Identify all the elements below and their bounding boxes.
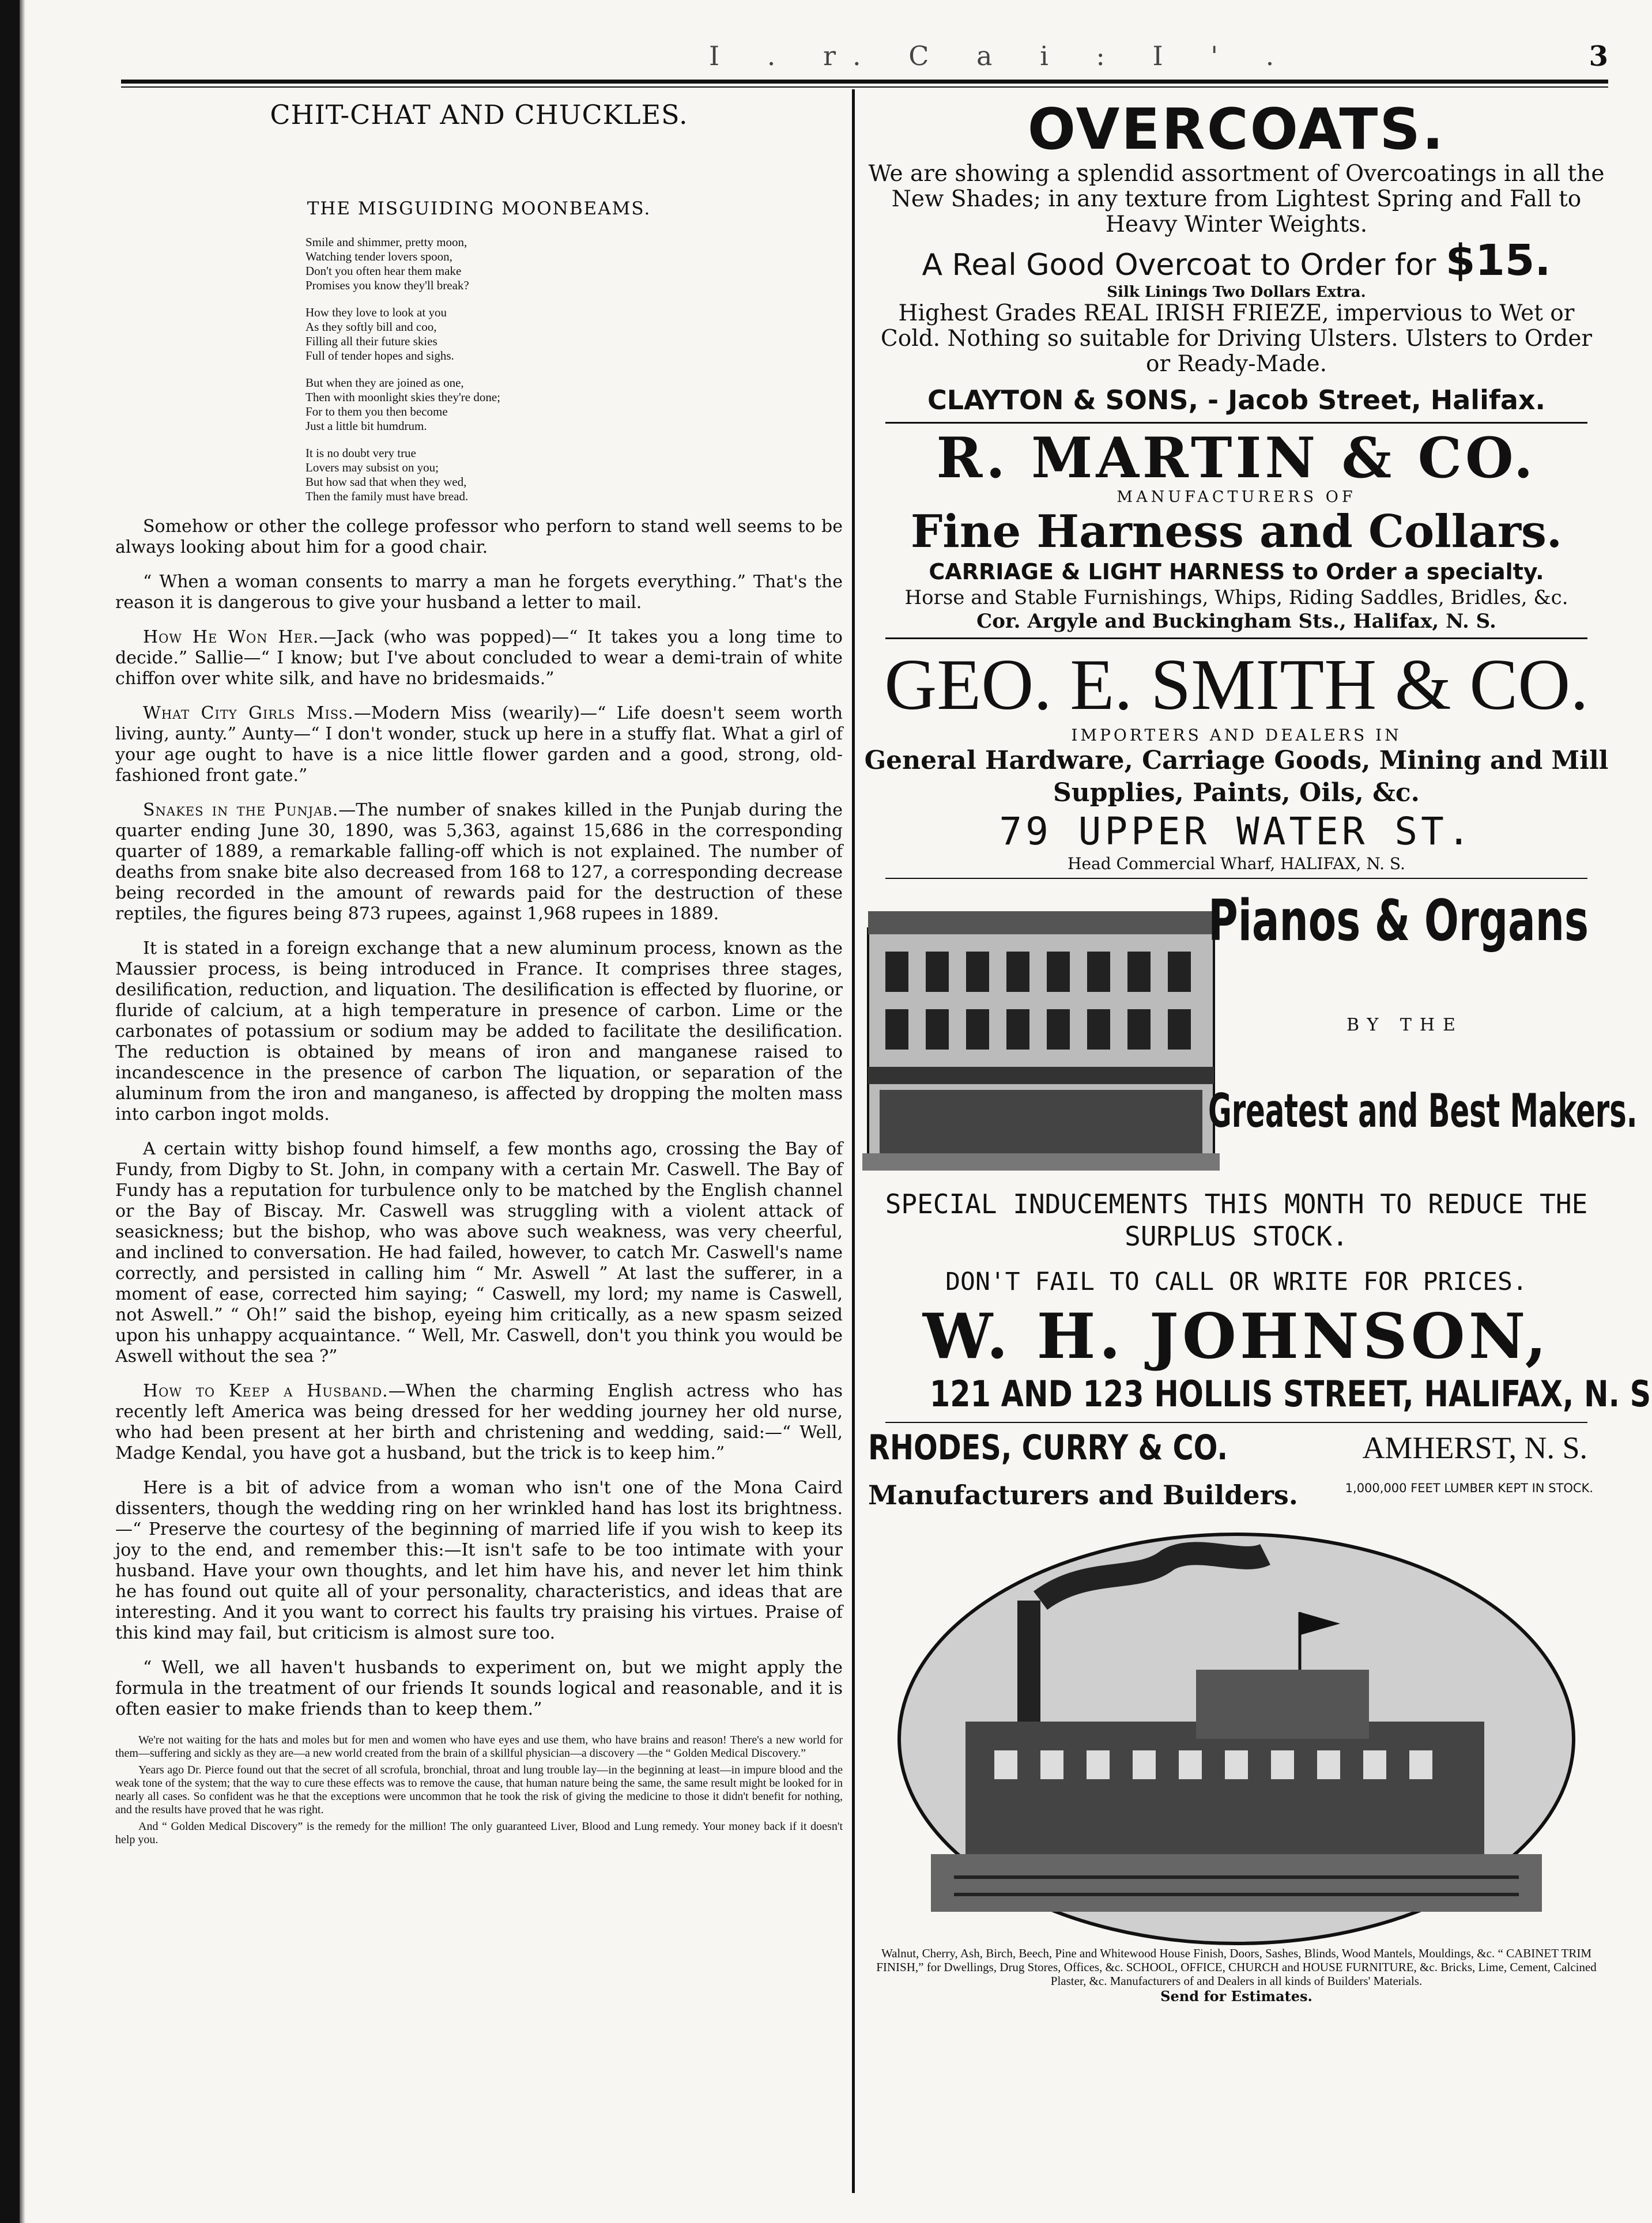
poem-line: Then with moonlight skies they're done; [305,390,500,404]
right-column [862,92,1651,2005]
martin-horse: Horse and Stable Furnishings, Whips, Riding Saddles, Bridles, &c. [904,586,1568,609]
rhodes-name: RHODES, CURRY & CO. [868,1428,1228,1468]
paragraph-text: Somehow or other the college professor who perforn to stand well seems to be always looking about him for a good chair. [115,516,843,557]
smith-importers: IMPORTERS AND DEALERS IN [1071,726,1402,745]
poem-line: Full of tender hopes and sighs. [305,349,454,363]
paragraph-text: Here is a bit of advice from a woman who isn't one of the Mona Caird dissenters, though the wedding ring on her wrinkled hand has lost its brightness.—“ Preserve the courtesy of the beginning of married life if you wish to keep its joy to the end, and remember this:—It isn't safe to be too intimate with your husband. Have your own thoughts, and let him have his, and never let him think he has found out quite all of your personality, characteristics, and ideas that are interesting. And it you want to correct his faults try praising his virtues. Praise of this kind may fail, but criticism is almost sure too. [115,1478,843,1643]
fine-print-paragraph: And “ Golden Medical Discovery” is the remedy for the million! The only guaranteed Liver, Blood and Lung remedy. Your money back if it doesn't help you. [115,1820,843,1846]
overcoats-offer [862,236,1610,285]
rhodes-town: AMHERST, N. S. [1362,1431,1587,1465]
poem-line: Watching tender lovers spoon, [305,250,452,263]
page-header [121,40,1608,81]
pianos-title: Pianos & Organs [1208,888,1589,954]
scan-edge [0,0,20,2223]
paragraph-text: “ Well, we all haven't husbands to experiment on, but we might apply the formula in the treatment of our friends It sounds logical and reasonable, and it is often easier to make friends than to keep them.” [115,1658,843,1719]
scan-edge-shadow [20,0,25,2223]
rhodes-estimates: Send for Estimates. [1160,1988,1312,2005]
article-paragraph [115,1139,843,1367]
article-paragraph [115,800,843,924]
advertisement-fine-print [115,1734,843,1847]
poem-line: Filling all their future skies [305,334,437,348]
poem-line: For to them you then become [305,405,448,418]
article-paragraph [115,938,843,1125]
article-paragraph [115,1381,843,1464]
left-column [115,92,843,1850]
johnson-address: 121 AND 123 HOLLIS STREET, HALIFAX, N. S [929,1373,1651,1415]
offer-text: A Real Good Overcoat to Order for [922,248,1436,282]
paragraph-heading: How to Keep a Husband. [143,1381,389,1401]
poem-line: It is no doubt very true [305,446,416,460]
clayton-address: CLAYTON & SONS, - Jacob Street, Halifax. [927,384,1546,416]
poem-stanza [305,376,843,433]
martin-manufacturers: MANUFACTURERS OF [1117,488,1356,506]
poem-line: As they softly bill and coo, [305,320,437,334]
column-divider [852,89,855,2193]
offer-price: $15. [1445,236,1551,285]
header-rule-thin [121,86,1608,88]
poem-line: Don't you often hear them make [305,264,462,278]
martin-address: Cor. Argyle and Buckingham Sts., Halifax, N. S. [976,610,1496,633]
martin-name: R. MARTIN & CO. [936,425,1537,490]
smith-ad [862,645,1610,873]
pianos-ad [862,888,1638,1188]
article-paragraph [115,703,843,786]
poem [305,235,843,504]
paragraph-heading: Snakes in the Punjab. [143,800,339,820]
poem-stanza [305,235,843,293]
poem-line: Smile and shimmer, pretty moon, [305,235,467,249]
fine-print-paragraph: Years ago Dr. Pierce found out that the secret of all scrofula, bronchial, throat and lung trouble lay—in the beginning at least—in impure blood and the weak tone of the system; that the way to cure these effects was to remove the cause, that human nature being the same, the same result might be looked for in nearly all cases. So confident was he that the exceptions were uncommon that he took the risk of giving the medicine to those it didn't benefit for nothing, and the results have proved that he was right. [115,1764,843,1816]
johnson-name: W. H. JOHNSON, [922,1300,1551,1373]
dont-fail: DON'T FAIL TO CALL OR WRITE FOR PRICES. [945,1267,1527,1296]
paragraph-text: A certain witty bishop found himself, a few months ago, crossing the Bay of Fundy, from Digby to St. John, in company with a certain Mr. Caswell. The Bay of Fundy has a reputation for turbulence only to be matched by the English channel or the Bay of Biscay. Mr. Caswell was struggling with a violent attack of seasickness; but the bishop, who was above such weakness, was very cheerful, and inclined to conversation. He had failed, however, to catch Mr. Caswell's name correctly, and persisted in calling him “ Mr. Aswell ” At last the sufferer, in a moment of ease, corrected him saying; “ Caswell, my lord; my name is Caswell, not Aswell.” “ Oh!” said the bishop, eyeing him critically, as a new spasm seized upon his unhappy acquaintance. “ Well, Mr. Caswell, don't you think you would be Aswell without the sea ?” [115,1139,843,1367]
paragraph-text: —Modern Miss (wearily)—“ Life doesn't seem worth living, aunty.” Aunty—“ I don't wonder, stuck up here in a stuffy flat. What a girl of your age ought to have is a nice little flower garden and a good, strong, old-fashioned front gate.” [115,703,843,786]
poem-line: Lovers may subsist on you; [305,461,439,474]
pianos-makers: Greatest and Best Makers. [1208,1084,1638,1138]
smith-hardware: General Hardware, Carriage Goods, Mining and Mill Supplies, Paints, Oils, &c. [864,746,1609,807]
frieze-text: Highest Grades REAL IRISH FRIEZE, impervious to Wet or Cold. Nothing so suitable for Driving Ulsters. Ulsters to Order or Ready-Made. [880,300,1593,377]
rhodes-woods: Walnut, Cherry, Ash, Birch, Beech, Pine and Whitewood House Finish, Doors, Sashes, Blinds, Wood Mantels, Mouldings, &c. “ CABINET TRIM FINISH,” for Dwellings, Drug Stores, Offices, &c. SCHOOL, OFFICE, CHURCH and HOUSE FURNITURE, &c. Bricks, Lime, Cement, Calcined Plaster, &c. Manufacturers of and Dealers in all kinds of Builders' Materials. [876,1946,1597,1988]
johnson-ad [862,1188,1651,1417]
storefront-illustration [862,888,1220,1171]
rhodes-header [862,1428,1610,1480]
rhodes-mfr: Manufacturers and Builders. [868,1480,1298,1511]
article-paragraph [115,627,843,689]
factory-illustration [896,1531,1576,1946]
poem-line: Just a little bit humdrum. [305,419,427,433]
paragraph-heading: How He Won Her. [143,627,319,647]
column-title: CHIT-CHAT AND CHUCKLES. [270,99,688,130]
ad-divider [885,637,1587,639]
smith-wharf: Head Commercial Wharf, HALIFAX, N. S. [1068,854,1405,873]
ad-divider [885,1422,1587,1423]
poem-line: But when they are joined as one, [305,376,464,390]
ad-divider [885,878,1587,879]
pianos-by: BY THE [1347,1015,1464,1035]
article-body [115,516,843,1720]
poem-stanza [305,305,843,363]
paragraph-text: “ When a woman consents to marry a man he forgets everything.” That's the reason it is dangerous to give your husband a letter to mail. [115,572,843,613]
poem-stanza [305,446,843,504]
paragraph-text: —The number of snakes killed in the Punjab during the quarter ending June 30, 1890, was 5,363, against 15,686 in the corresponding quarter of 1889, a remarkable falling-off which is not explained. The number of deaths from snake bite also decreased from 168 to 127, a corresponding decrease being recorded in the amount of rewards paid for the destruction of these reptiles, the figures being 873 rupees, against 1,968 rupees in 1889. [115,800,843,924]
smith-address: 79 UPPER WATER ST. [999,809,1474,854]
rhodes-ad [862,1428,1610,2005]
linings-note: Silk Linings Two Dollars Extra. [1107,284,1366,301]
page-number: 3 [1589,40,1608,73]
martin-carriage: CARRIAGE & LIGHT HARNESS to Order a specialty. [929,559,1544,584]
poem-title: THE MISGUIDING MOONBEAMS. [307,198,651,219]
article-paragraph [115,1658,843,1720]
rhodes-lumber: 1,000,000 FEET LUMBER KEPT IN STOCK. [1345,1481,1593,1495]
article-paragraph [115,516,843,558]
martin-ad [862,425,1610,633]
poem-line: Then the family must have bread. [305,489,469,503]
overcoats-ad [862,98,1610,417]
overcoats-title: OVERCOATS. [1027,97,1446,163]
masthead-title: I . r. C a i : I ' . [709,40,1294,71]
article-paragraph [115,572,843,613]
poem-line: How they love to look at you [305,305,447,319]
smith-name: GEO. E. SMITH & CO. [884,645,1589,725]
article-paragraph [115,1478,843,1644]
paragraph-heading: What City Girls Miss. [143,703,354,723]
ad-divider [885,422,1587,424]
paragraph-text: It is stated in a foreign exchange that a new aluminum process, known as the Maussier process, is being introduced in France. It comprises three stages, desilification, reduction, and liquation. The desilification is effected by fluorine, or fluride of calcium, at a high temperature in presence of carbon. Lime or the carbonates of potassium or sodium may be added to facilitate the desilification. The reduction is obtained by means of iron and manganese raised to incandescence in the presence of carbon The liquation, or separation of the aluminum from the iron and manganeso, is affected by dropping the molten mass into carbon ingot molds. [115,938,843,1124]
paragraph-text: —Jack (who was popped)—“ It takes you a long time to decide.” Sallie—“ I know; but I've about concluded to wear a demi-train of white chiffon over white silk, and have no bridesmaids.” [115,627,843,689]
martin-harness: Fine Harness and Collars. [910,505,1563,558]
special-inducements: SPECIAL INDUCEMENTS THIS MONTH TO REDUCE THE SURPLUS STOCK. [885,1188,1588,1252]
poem-line: Promises you know they'll break? [305,278,469,292]
rhodes-subheader [862,1480,1610,1520]
poem-line: But how sad that when they wed, [305,475,467,489]
fine-print-paragraph: We're not waiting for the hats and moles but for men and women who have eyes and use them, who have brains and reason! There's a new world for them—suffering and sickly as they are—a new world created from the brain of a skillful physician—a discovery —the “ Golden Medical Discovery.” [115,1734,843,1760]
overcoats-body: We are showing a splendid assortment of Overcoatings in all the New Shades; in any texture from Lightest Spring and Fall to Heavy Winter Weights. [868,161,1605,237]
header-rule [121,80,1608,84]
paragraph-text: —When the charming English actress who has recently left America was being dressed for her wedding journey her old nurse, who had been present at her birth and christening and wedding, said:—“ Well, Madge Kendal, you have got a husband, but the trick is to keep him.” [115,1381,843,1463]
